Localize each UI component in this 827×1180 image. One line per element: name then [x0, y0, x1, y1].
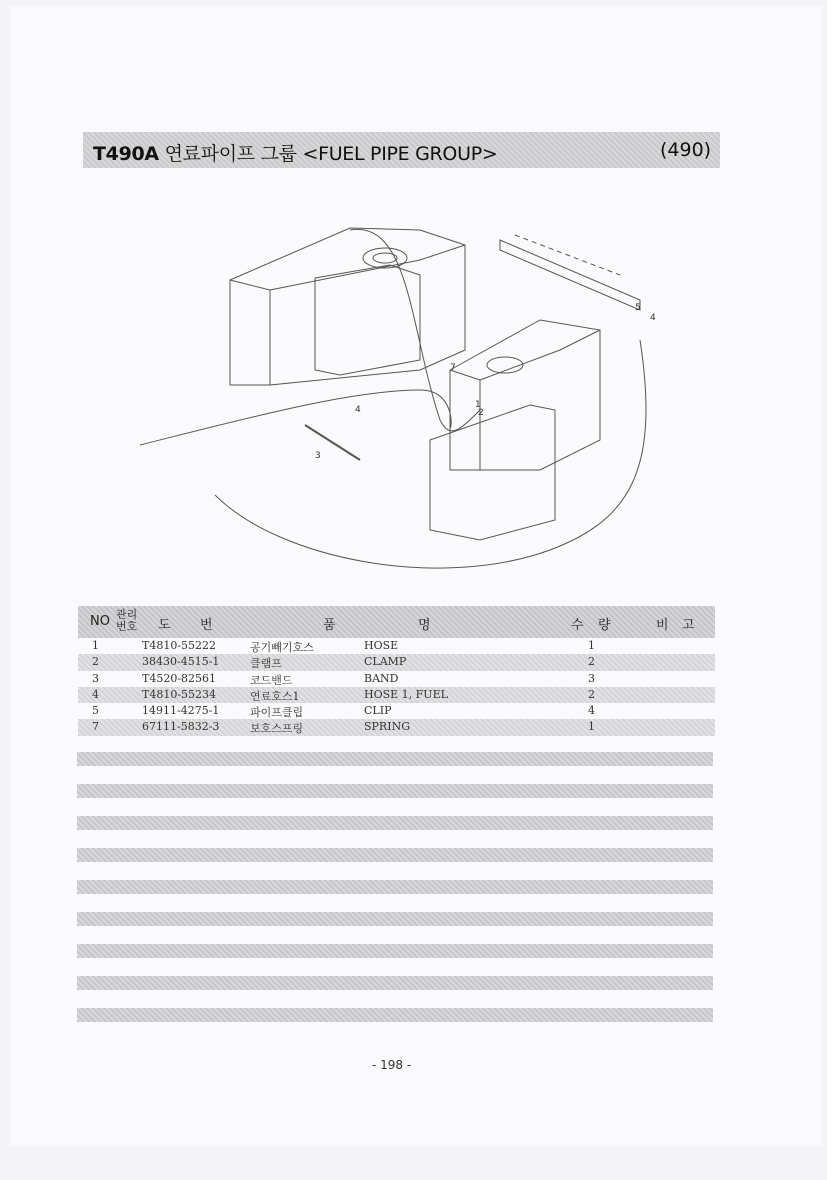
table-row: [78, 671, 715, 687]
page-number: - 198 -: [372, 1058, 412, 1072]
col-dwg-2: 번: [200, 618, 213, 633]
callout-5: 5: [635, 303, 641, 313]
row-name-en: CLIP: [364, 704, 392, 718]
col-remark-1: 비: [656, 618, 669, 633]
table-row: [78, 703, 715, 719]
title-korean: 연료파이프 그룹: [164, 143, 297, 165]
row-qty: 2: [588, 655, 595, 669]
filler-cap-left: [363, 248, 407, 268]
row-no: 5: [92, 704, 99, 718]
right-fuel-tank: [450, 320, 600, 470]
callout-7: 7: [450, 363, 456, 373]
empty-row-stripe: [77, 976, 713, 990]
col-mgmt-2: 번호: [116, 620, 138, 633]
row-drawing-no: T4810-55234: [142, 687, 217, 701]
callout-3: 3: [315, 451, 321, 461]
table-row: [78, 638, 715, 654]
title-english: <FUEL PIPE GROUP>: [302, 143, 498, 165]
cord-band: [305, 425, 360, 460]
empty-row-stripe: [77, 784, 713, 798]
row-name-kr: 공기빼기호스: [250, 641, 314, 654]
callout-1: 1: [475, 400, 481, 410]
row-drawing-no: T4810-55222: [142, 639, 217, 652]
fuel-hose: [140, 390, 451, 445]
row-qty: 4: [588, 704, 595, 718]
row-drawing-no: 38430-4515-1: [142, 655, 220, 669]
row-no: 4: [92, 687, 99, 701]
col-remark-2: 고: [682, 618, 695, 633]
col-qty-2: 량: [598, 618, 611, 633]
row-name-en: CLAMP: [364, 655, 407, 669]
empty-row-stripe: [77, 880, 713, 894]
left-fuel-tank: [230, 228, 465, 385]
row-no: 3: [92, 671, 99, 685]
empty-row-stripe: [77, 752, 713, 766]
row-drawing-no: 14911-4275-1: [142, 704, 220, 718]
col-qty-1: 수: [571, 618, 584, 633]
empty-row-stripe: [77, 1008, 713, 1022]
table-row: [78, 654, 715, 670]
row-no: 2: [92, 655, 99, 669]
row-name-kr: 코드밴드: [250, 673, 293, 687]
row-name-en: HOSE 1, FUEL: [364, 687, 448, 701]
row-name-en: HOSE: [364, 639, 399, 652]
table-row: [78, 719, 715, 735]
table-header: [78, 606, 715, 638]
col-name-1: 품: [323, 618, 336, 633]
fuel-pipe-diagram: [120, 190, 680, 585]
row-qty: 2: [588, 687, 595, 701]
empty-row-stripe: [77, 944, 713, 958]
col-name-2: 명: [418, 618, 431, 633]
row-drawing-no: 67111-5832-3: [142, 720, 220, 734]
row-no: 7: [92, 720, 99, 734]
col-dwg-1: 도: [158, 618, 171, 633]
row-qty: 1: [588, 639, 595, 652]
callout-2: 2: [478, 408, 484, 418]
callout-4: 4: [355, 405, 361, 415]
page-title: [93, 139, 497, 166]
row-name-kr: 보호스프링: [250, 722, 304, 736]
empty-row-stripe: [77, 912, 713, 926]
callout-4b: 4: [650, 313, 656, 323]
air-vent-hose: [350, 229, 480, 431]
row-name-en: BAND: [364, 671, 399, 685]
parts-table: [78, 638, 715, 736]
model-code: T490A: [93, 143, 159, 165]
empty-row-stripe: [77, 848, 713, 862]
row-no: 1: [92, 639, 99, 652]
row-qty: 3: [588, 671, 595, 685]
col-no: NO: [90, 614, 110, 629]
table-row: [78, 687, 715, 703]
col-mgmt-1: 관리: [116, 608, 138, 621]
row-name-kr: 연료호스1: [250, 689, 300, 703]
row-drawing-no: T4520-82561: [142, 671, 217, 685]
empty-row-stripe: [77, 816, 713, 830]
row-name-kr: 파이프클립: [250, 706, 304, 720]
row-name-en: SPRING: [364, 720, 410, 734]
row-qty: 1: [588, 720, 595, 734]
group-code: (490): [660, 139, 712, 161]
row-name-kr: 클램프: [250, 657, 282, 671]
